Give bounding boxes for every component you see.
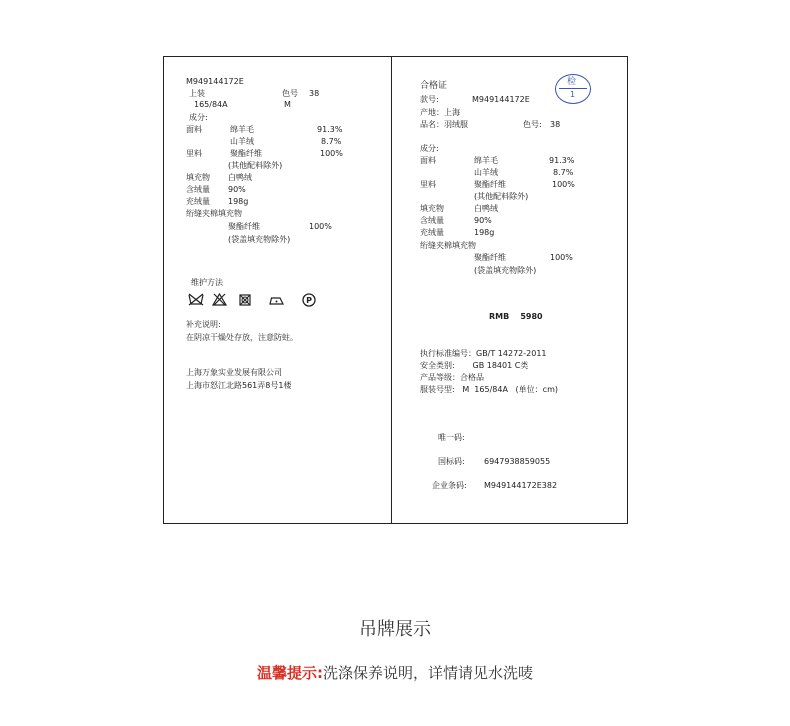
down-value: 90% bbox=[474, 216, 492, 225]
company-name: 上海万象实业发展有限公司 bbox=[186, 368, 282, 377]
quilt-name: 聚酯纤维 bbox=[228, 222, 260, 231]
execution-standard: 执行标准编号：GB/T 14272-2011 bbox=[420, 349, 547, 358]
certificate-title: 合格证 bbox=[420, 81, 448, 91]
down-label: 含绒量 bbox=[186, 185, 210, 194]
quilt-pct: 100% bbox=[309, 222, 332, 231]
no-wash-icon bbox=[188, 293, 204, 306]
dry-clean-p-icon bbox=[302, 293, 316, 307]
lining-name: 聚酯纤维 bbox=[230, 149, 262, 158]
composition-label: 成分: bbox=[420, 144, 439, 153]
national-code-label: 国标码: bbox=[438, 457, 465, 466]
product-grade: 产品等级：合格品 bbox=[420, 373, 484, 382]
down-label: 含绒量 bbox=[420, 216, 444, 225]
svg-text:P: P bbox=[306, 296, 312, 305]
lining-pct: 100% bbox=[552, 180, 575, 189]
price: RMB 5980 bbox=[489, 312, 543, 321]
category: 上装 bbox=[189, 89, 205, 98]
lining-name: 聚酯纤维 bbox=[474, 180, 506, 189]
note-text: 在阴凉干燥处存放，注意防蛀。 bbox=[186, 333, 298, 342]
stamp-bottom-text: 1 bbox=[570, 90, 576, 99]
shell-2-pct: 8.7% bbox=[321, 137, 342, 146]
no-tumble-dry-icon bbox=[239, 294, 251, 306]
quilt-label: 绗缝夹棉填充物 bbox=[186, 209, 242, 218]
fill-weight-label: 充绒量 bbox=[420, 228, 444, 237]
quilt-label: 绗缝夹棉填充物 bbox=[420, 241, 476, 250]
shell-1-name: 绵羊毛 bbox=[474, 156, 498, 165]
color-value: 38 bbox=[550, 120, 561, 129]
lining-pct: 100% bbox=[320, 149, 343, 158]
inspection-stamp bbox=[555, 74, 591, 104]
filling-label: 填充物 bbox=[420, 204, 444, 213]
company-code-value: M949144172E382 bbox=[484, 481, 558, 490]
shell-1-name: 绵羊毛 bbox=[230, 125, 254, 134]
unique-code-label: 唯一码: bbox=[438, 433, 465, 442]
left-hang-tag bbox=[163, 56, 393, 524]
size-letter: M bbox=[284, 100, 291, 109]
down-value: 90% bbox=[228, 185, 246, 194]
tip-text: 洗涤保养说明，详情请见水洗唛 bbox=[322, 664, 533, 682]
shell-2-name: 山羊绒 bbox=[474, 168, 498, 177]
shell-1-pct: 91.3% bbox=[317, 125, 343, 134]
quilt-note: (袋盖填充物除外) bbox=[228, 235, 291, 244]
tip-line bbox=[0, 663, 790, 683]
lining-label: 里料 bbox=[420, 180, 436, 189]
style-label: 款号: bbox=[420, 95, 439, 104]
care-title: 维护方法 bbox=[191, 278, 223, 287]
stamp-top-text: 检 bbox=[567, 77, 577, 87]
lining-label: 里料 bbox=[186, 149, 202, 158]
shell-1-pct: 91.3% bbox=[549, 156, 575, 165]
national-code-value: 6947938859055 bbox=[484, 457, 551, 466]
size-spec: 165/84A bbox=[194, 100, 228, 109]
shell-label: 面料 bbox=[186, 125, 202, 134]
filling-value: 白鸭绒 bbox=[228, 173, 252, 182]
safety-category: 安全类别: GB 18401 C类 bbox=[420, 361, 529, 370]
color-label: 色号 bbox=[282, 89, 298, 98]
filling-label: 填充物 bbox=[186, 173, 210, 182]
quilt-pct: 100% bbox=[550, 253, 573, 262]
product-name: 品名：羽绒服 bbox=[420, 120, 468, 129]
iron-icon bbox=[268, 295, 285, 306]
quilt-note: (袋盖填充物除外) bbox=[474, 266, 537, 275]
company-code-label: 企业条码: bbox=[432, 481, 467, 490]
tip-label: 温馨提示: bbox=[256, 664, 323, 682]
fill-weight-value: 198g bbox=[474, 228, 495, 237]
stamp-divider bbox=[559, 88, 587, 89]
shell-label: 面料 bbox=[420, 156, 436, 165]
composition-label: 成分: bbox=[189, 113, 208, 122]
fill-weight-label: 充绒量 bbox=[186, 197, 210, 206]
style-number: M949144172E bbox=[472, 95, 530, 104]
no-bleach-icon bbox=[212, 293, 227, 306]
lining-note: (其他配料除外) bbox=[474, 192, 529, 201]
style-number: M949144172E bbox=[186, 77, 244, 86]
lining-note: (其他配料除外) bbox=[228, 161, 283, 170]
color-label: 色号: bbox=[523, 120, 542, 129]
filling-value: 白鸭绒 bbox=[474, 204, 498, 213]
color-value: 38 bbox=[309, 89, 320, 98]
shell-2-pct: 8.7% bbox=[553, 168, 574, 177]
garment-size: 服装号型: M 165/84A (单位：cm) bbox=[420, 385, 558, 394]
section-title: 吊牌展示 bbox=[359, 619, 431, 640]
company-address: 上海市怒江北路561弄8号1楼 bbox=[186, 381, 292, 390]
origin: 产地：上海 bbox=[420, 108, 460, 117]
quilt-name: 聚酯纤维 bbox=[474, 253, 506, 262]
shell-2-name: 山羊绒 bbox=[230, 137, 254, 146]
fill-weight-value: 198g bbox=[228, 197, 249, 206]
right-hang-tag bbox=[391, 56, 628, 524]
note-label: 补充说明: bbox=[186, 320, 221, 329]
